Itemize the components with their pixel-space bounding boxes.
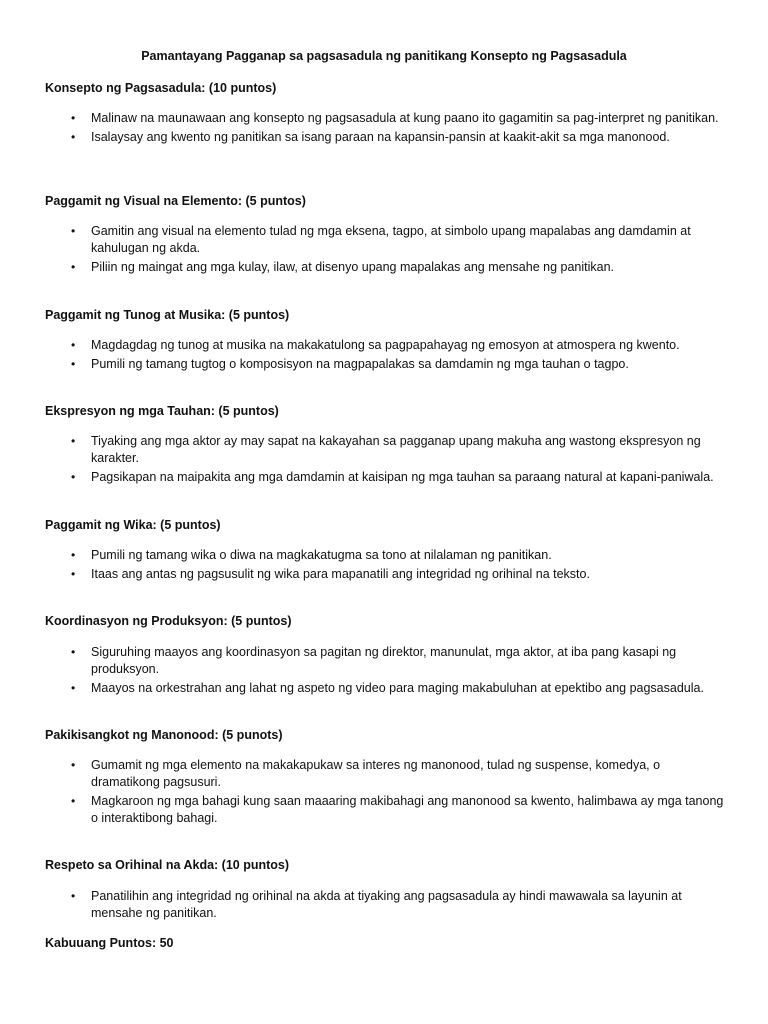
list-item — [45, 547, 725, 564]
list-item — [45, 356, 725, 373]
section-heading-respeto: Respeto sa Orihinal na Akda: (10 puntos) — [45, 858, 290, 872]
document-title: Pamantayang Pagganap sa pagsasadula ng panitikang Konsepto ng Pagsasadula — [141, 49, 627, 63]
bullet-icon: • — [71, 338, 76, 352]
list-item — [45, 680, 725, 697]
list-item-text: Malinaw na maunawaan ang konsepto ng pagsasadula at kung paano ito gagamitin sa pag-interpret ng panitikan. — [91, 111, 719, 125]
bullet-icon: • — [71, 548, 76, 562]
section-heading-tunog: Paggamit ng Tunog at Musika: (5 puntos) — [45, 308, 290, 322]
bullet-icon: • — [71, 470, 76, 484]
bullet-list-koordinasyon — [45, 644, 725, 699]
bullet-icon: • — [71, 794, 76, 808]
list-item — [45, 469, 725, 486]
bullet-icon: • — [71, 681, 76, 695]
section-heading-wika: Paggamit ng Wika: (5 puntos) — [45, 518, 221, 532]
list-item-text: Magdagdag ng tunog at musika na makakatulong sa pagpapahayag ng emosyon at atmospera ng kwento. — [91, 338, 680, 352]
bullet-icon: • — [71, 260, 76, 274]
list-item-text: Panatilihin ang integridad ng orihinal na akda at tiyaking ang pagsasadula ay hindi mawawala sa layunin at mensahe ng panitikan. — [91, 889, 682, 920]
bullet-list-manonood — [45, 757, 725, 829]
bullet-icon: • — [71, 130, 76, 144]
bullet-list-tunog — [45, 337, 725, 375]
bullet-list-wika — [45, 547, 725, 585]
bullet-icon: • — [71, 111, 76, 125]
section-heading-konsepto: Konsepto ng Pagsasadula: (10 puntos) — [45, 81, 277, 95]
list-item — [45, 110, 725, 127]
bullet-icon: • — [71, 224, 76, 238]
list-item — [45, 337, 725, 354]
list-item — [45, 223, 725, 257]
bullet-icon: • — [71, 357, 76, 371]
bullet-icon: • — [71, 567, 76, 581]
list-item-text: Isalaysay ang kwento ng panitikan sa isang paraan na kapansin-pansin at kaakit-akit sa mga manonood. — [91, 130, 670, 144]
list-item-text: Pumili ng tamang wika o diwa na magkakatugma sa tono at nilalaman ng panitikan. — [91, 548, 552, 562]
list-item-text: Itaas ang antas ng pagsusulit ng wika para mapanatili ang integridad ng orihinal na teksto. — [91, 567, 590, 581]
total-points: Kabuuang Puntos: 50 — [45, 936, 174, 950]
list-item-text: Siguruhing maayos ang koordinasyon sa pagitan ng direktor, manunulat, mga aktor, at iba pang kasapi ng produksyon. — [91, 645, 677, 676]
bullet-list-konsepto — [45, 110, 725, 148]
list-item-text: Pumili ng tamang tugtog o komposisyon na magpapalakas sa damdamin ng mga tauhan o tagpo. — [91, 357, 629, 371]
bullet-list-ekspresyon — [45, 433, 725, 488]
list-item-text: Gumamit ng mga elemento na makakapukaw sa interes ng manonood, tulad ng suspense, komedya, o dramatikong pagsusuri. — [91, 758, 661, 789]
list-item — [45, 566, 725, 583]
section-heading-koordinasyon: Koordinasyon ng Produksyon: (5 puntos) — [45, 614, 292, 628]
list-item — [45, 129, 725, 146]
list-item — [45, 644, 725, 678]
list-item-text: Piliin ng maingat ang mga kulay, ilaw, at disenyo upang mapalakas ang mensahe ng panitikan. — [91, 260, 615, 274]
list-item — [45, 757, 725, 791]
bullet-icon: • — [71, 434, 76, 448]
section-heading-ekspresyon: Ekspresyon ng mga Tauhan: (5 puntos) — [45, 404, 279, 418]
bullet-list-visual — [45, 223, 725, 278]
bullet-list-respeto — [45, 888, 725, 924]
bullet-icon: • — [71, 758, 76, 772]
list-item — [45, 259, 725, 276]
list-item — [45, 433, 725, 467]
list-item-text: Pagsikapan na maipakita ang mga damdamin at kaisipan ng mga tauhan sa paraang natural at kapani-paniwala. — [91, 470, 714, 484]
list-item-text: Gamitin ang visual na elemento tulad ng mga eksena, tagpo, at simbolo upang mapalabas ang damdamin at kahulugan ng akda. — [91, 224, 691, 255]
list-item-text: Maayos na orkestrahan ang lahat ng aspeto ng video para maging makabuluhan at epektibo ang pagsasadula. — [91, 681, 704, 695]
list-item-text: Magkaroon ng mga bahagi kung saan maaaring makibahagi ang manonood sa kwento, halimbawa ay mga tanong o interaktibong bahagi. — [91, 794, 724, 825]
list-item-text: Tiyaking ang mga aktor ay may sapat na kakayahan sa pagganap upang makuha ang wastong ekspresyon ng karakter. — [91, 434, 701, 465]
bullet-icon: • — [71, 889, 76, 903]
list-item — [45, 888, 725, 922]
list-item — [45, 793, 725, 827]
bullet-icon: • — [71, 645, 76, 659]
section-heading-visual: Paggamit ng Visual na Elemento: (5 puntos) — [45, 194, 306, 208]
section-heading-manonood: Pakikisangkot ng Manonood: (5 punots) — [45, 728, 283, 742]
